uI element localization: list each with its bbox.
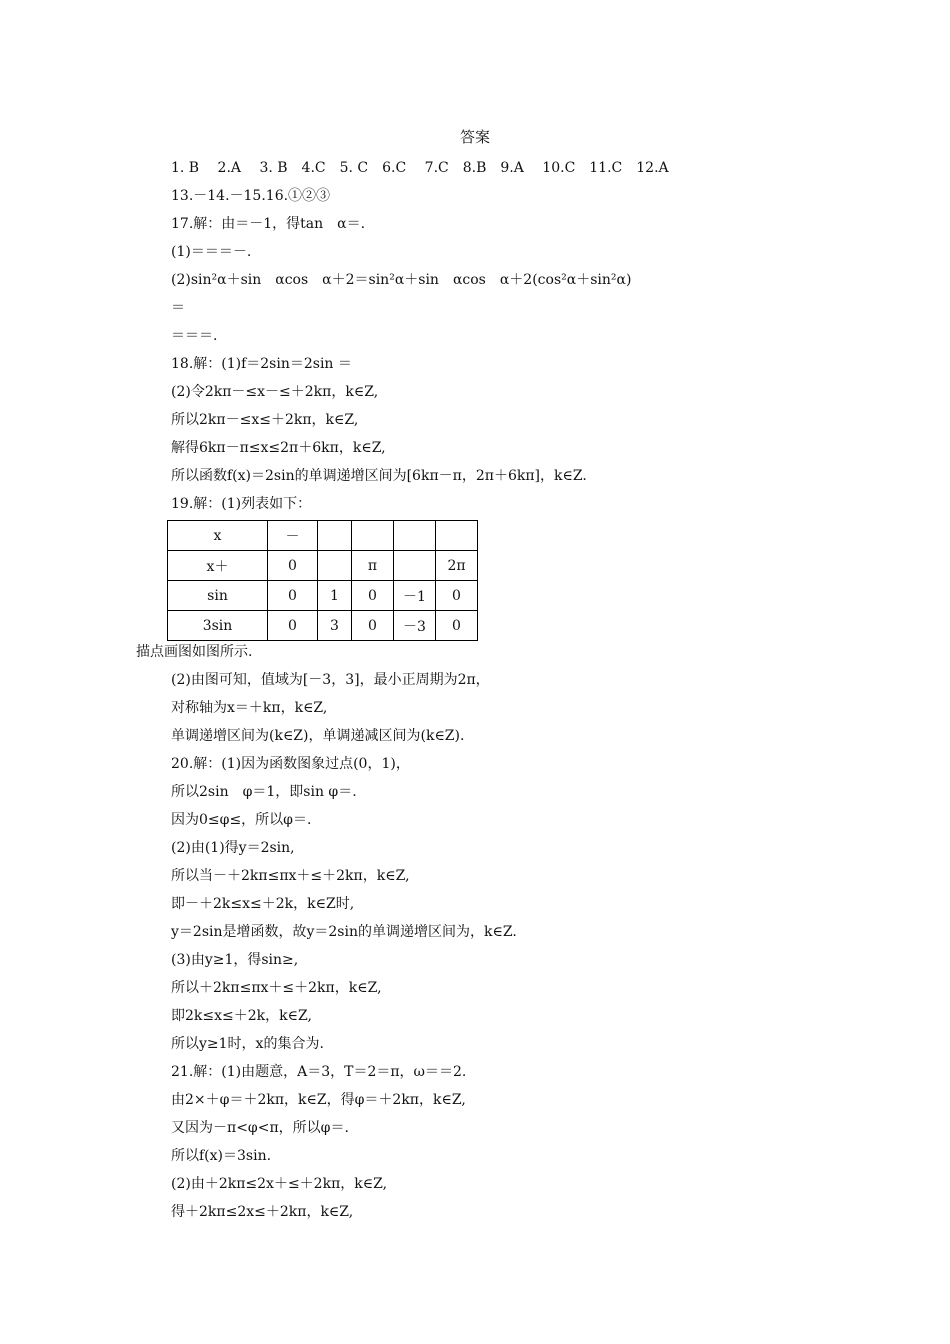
answer-line: 所以2kπ－≤x≤＋2kπ，k∈Z, [171,412,359,428]
table-cell: 3sin [168,611,268,641]
table-cell: 3 [318,611,352,641]
answer-line: 对称轴为x＝＋kπ，k∈Z, [171,700,328,716]
answer-line: (2)由＋2kπ≤2x＋≤＋2kπ，k∈Z, [171,1176,388,1192]
answer-line: ＝＝＝. [171,328,218,344]
table-cell: － [268,521,318,551]
answer-line: 即2k≤x≤＋2k，k∈Z, [171,1008,312,1024]
answer-line: 所以y≥1时，x的集合为. [171,1036,324,1052]
answer-line: (3)由y≥1，得sin≥, [171,952,299,968]
table-cell [352,521,394,551]
table-cell: 0 [268,581,318,611]
answer-line: 18.解：(1)f＝2sin＝2sin ＝ [171,356,352,372]
answer-line: 解得6kπ－π≤x≤2π＋6kπ，k∈Z, [171,440,386,456]
value-table [167,520,478,641]
answer-line: (1)＝＝＝－. [171,244,252,260]
answer-line: 又因为－π<φ<π，所以φ＝. [171,1120,349,1136]
table-cell [394,521,436,551]
answer-line: 所以当－＋2kπ≤πx＋≤＋2kπ，k∈Z, [171,868,410,884]
table-cell: sin [168,581,268,611]
table-cell: －3 [394,611,436,641]
table-row [168,551,478,581]
table-cell: 2π [436,551,478,581]
answer-line: (2)由图可知，值域为[－3，3]，最小正周期为2π， [171,672,490,688]
answer-line: 19.解：(1)列表如下： [171,496,312,512]
table-cell [318,551,352,581]
table-cell: 0 [352,581,394,611]
answer-line: (2)sin²α＋sin αcos α＋2＝sin²α＋sin αcos α＋2(cos²α＋sin²α) [171,272,632,288]
table-cell: 0 [268,611,318,641]
answer-line: 20.解：(1)因为函数图象过点(0，1)， [171,756,410,772]
table-cell: －1 [394,581,436,611]
answer-line: 即－＋2k≤x≤＋2k，k∈Z时, [171,896,355,912]
answer-line: ＝ [171,300,185,316]
answer-line: 描点画图如图所示. [136,644,253,660]
table-row [168,521,478,551]
table-cell: 0 [436,611,478,641]
answer-line: 所以f(x)＝3sin. [171,1148,272,1164]
answer-line: 因为0≤φ≤，所以φ＝. [171,812,312,828]
answer-line: 所以函数f(x)＝2sin的单调递增区间为[6kπ－π，2π＋6kπ]，k∈Z. [171,468,587,484]
answer-line: 13.－14.－15.16.①②③ [171,188,331,204]
answer-line: 所以2sin φ＝1，即sin φ＝. [171,784,357,800]
answer-line: (2)令2kπ－≤x－≤＋2kπ，k∈Z, [171,384,379,400]
table-cell: π [352,551,394,581]
answer-line: y＝2sin是增函数，故y＝2sin的单调递增区间为，k∈Z. [171,924,517,940]
answer-line: 所以＋2kπ≤πx＋≤＋2kπ，k∈Z, [171,980,382,996]
table-cell: 0 [352,611,394,641]
table-cell: 1 [318,581,352,611]
table-row [168,611,478,641]
table-cell [318,521,352,551]
answer-line: 1. B 2.A 3. B 4.C 5. C 6.C 7.C 8.B 9.A 10.C 11.C 12.A [171,160,669,176]
answer-line: 21.解：(1)由题意，A＝3，T＝2＝π，ω＝＝2. [171,1064,467,1080]
table-cell: x＋ [168,551,268,581]
table-row [168,581,478,611]
table-cell [394,551,436,581]
answer-line: (2)由(1)得y＝2sin, [171,840,295,856]
page-title: 答案 [459,128,490,146]
answer-line: 由2×＋φ＝＋2kπ，k∈Z，得φ＝＋2kπ，k∈Z, [171,1092,466,1108]
answer-line: 单调递增区间为(k∈Z)，单调递减区间为(k∈Z). [171,728,465,744]
answer-line: 得＋2kπ≤2x≤＋2kπ，k∈Z, [171,1204,354,1220]
table-cell [436,521,478,551]
table-cell: x [168,521,268,551]
answer-line: 17.解：由＝－1，得tan α＝. [171,216,366,232]
table-cell: 0 [268,551,318,581]
table-cell: 0 [436,581,478,611]
